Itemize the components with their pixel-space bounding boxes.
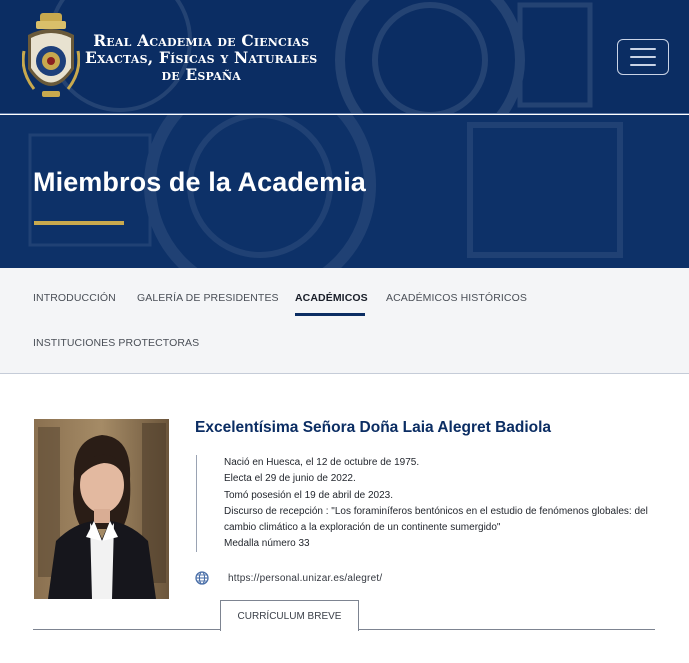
bio-speech: Discurso de recepción : "Los foraminíferos bentónicos en el estudio de fenómenos globales: del cambio climático a la exploración de un continente sumergido" — [224, 505, 648, 534]
academy-logo[interactable] — [22, 10, 322, 104]
hamburger-menu-icon — [630, 48, 656, 50]
section-tabs — [0, 268, 689, 374]
tab-academicos-historicos[interactable]: ACADÉMICOS HISTÓRICOS — [386, 292, 527, 304]
tab-galeria-de-presidentes[interactable]: GALERÍA DE PRESIDENTES — [137, 292, 279, 304]
logo-text — [85, 32, 317, 83]
page-title: Miembros de la Academia — [33, 167, 366, 197]
logo-line-3: de España — [161, 64, 241, 84]
hero-banner — [0, 115, 689, 268]
site-header — [0, 0, 689, 114]
globe-icon — [195, 571, 209, 585]
member-bio — [196, 455, 656, 552]
academy-crest-icon — [22, 11, 80, 103]
title-accent-underline — [34, 221, 124, 225]
bio-medal: Medalla número 33 — [224, 538, 310, 550]
hamburger-menu-button[interactable] — [617, 39, 669, 75]
bio-possession: Tomó posesión el 19 de abril de 2023. — [224, 489, 394, 501]
tab-academicos[interactable]: ACADÉMICOS — [295, 292, 368, 304]
bio-birth: Nació en Huesca, el 12 de octubre de 1975. — [224, 457, 420, 468]
tab-instituciones-protectoras[interactable]: INSTITUCIONES PROTECTORAS — [33, 337, 200, 349]
logo-line-2: Exactas, Físicas y Naturales — [85, 47, 318, 67]
bio-elected: Electa el 29 de junio de 2022. — [224, 473, 356, 485]
tab-introduccion[interactable]: INTRODUCCIÓN — [33, 292, 116, 304]
logo-line-1: Real Academia de Ciencias — [93, 30, 310, 50]
tab-curriculum-breve[interactable]: CURRÍCULUM BREVE — [220, 600, 359, 631]
member-photo — [34, 419, 169, 599]
website-row — [195, 571, 382, 585]
member-name: Excelentísima Señora Doña Laia Alegret Badiola — [195, 419, 552, 436]
member-website-link[interactable]: https://personal.unizar.es/alegret/ — [228, 572, 383, 584]
active-tab-indicator — [295, 313, 365, 316]
